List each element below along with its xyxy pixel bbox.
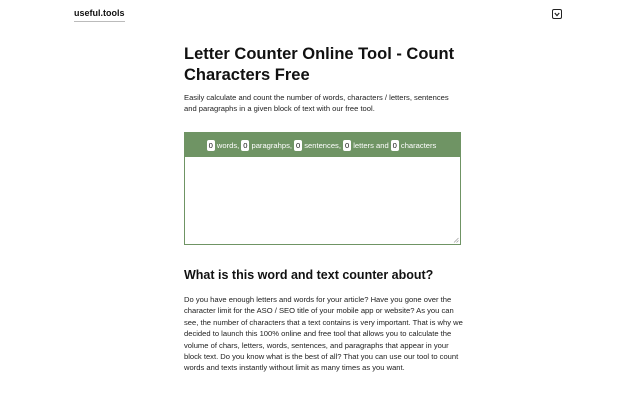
page-intro: Easily calculate and count the number of words, characters / letters, sentences and paragraphs in a given block of text with our free tool. [184, 93, 449, 113]
counter-stats-bar [185, 133, 460, 157]
counter-box [184, 132, 461, 245]
page-title: Letter Counter Online Tool - Count Characters Free [184, 45, 455, 84]
character-count-label: characters [400, 140, 437, 150]
site-logo[interactable]: useful.tools [74, 8, 125, 22]
letter-count-label: letters and [353, 140, 389, 150]
paragraph-count: 0 [243, 140, 248, 150]
word-count-label: words, [216, 140, 240, 150]
main-content [184, 44, 462, 374]
section-heading: What is this word and text counter about? [184, 268, 434, 282]
sentence-count: 0 [296, 140, 301, 150]
text-input-wrapper [185, 157, 460, 244]
resize-handle-icon[interactable] [453, 237, 459, 243]
paragraph-count-label: paragrahps, [251, 140, 292, 150]
section-body: Do you have enough letters and words for your article? Have you gone over the character limit for the ASO / SEO title of your mobile app or website? As you can see, the number of characters that a text contains is very important. That is why we decided to launch this 100% online and free tool that allows you to calculate the volume of chars, letters, words, sentences, and paragraphs that appear in your block text. Do you know what is the best of all? That you can use our tool to count words and texts instantly without limit as many times as you want. [184, 295, 463, 373]
sentence-count-label: sentences, [304, 140, 341, 150]
word-count: 0 [208, 140, 213, 150]
letter-count: 0 [344, 140, 350, 150]
menu-dropdown-button[interactable] [552, 9, 562, 19]
text-input[interactable] [185, 157, 460, 244]
character-count: 0 [392, 140, 397, 150]
chevron-down-icon [554, 12, 560, 17]
